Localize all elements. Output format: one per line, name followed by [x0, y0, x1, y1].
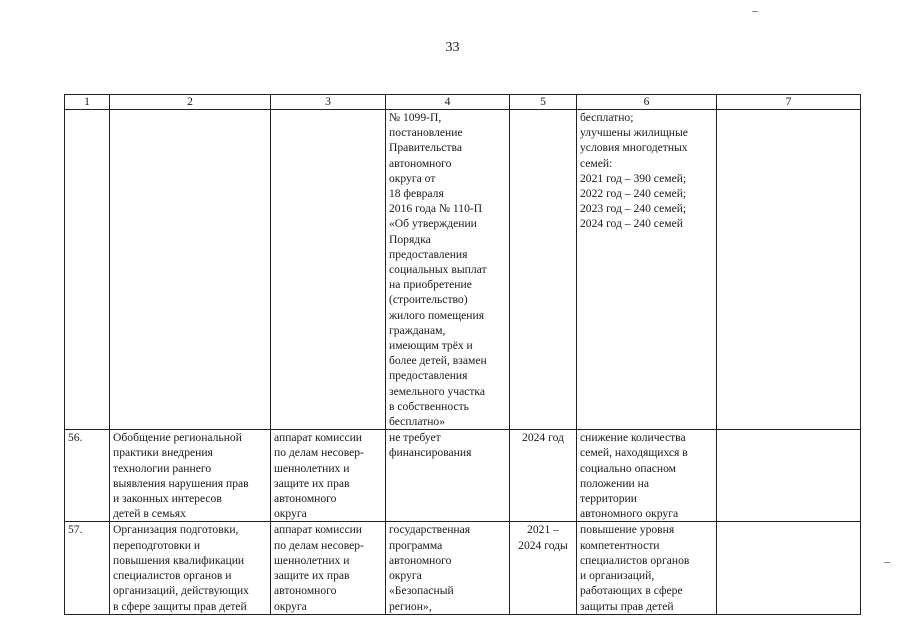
- funding-cell: государственная программа автономного округа «Безопасный регион»,: [386, 522, 510, 614]
- result-cell: повышение уровня компетентности специалистов органов и организаций, работающих в сфере защиты прав детей: [577, 522, 717, 614]
- funding-cell: не требует финансирования: [386, 430, 510, 522]
- row-number: 57.: [65, 522, 110, 614]
- measure-cell: [110, 110, 271, 430]
- note-cell: [717, 430, 861, 522]
- measure-cell: Обобщение региональной практики внедрения технологии раннего выявления нарушения прав и законных интересов детей в семьях: [110, 430, 271, 522]
- document-table: [64, 94, 861, 615]
- deadline-cell: [510, 110, 577, 430]
- column-header: 5: [510, 95, 577, 110]
- table-row: [65, 110, 861, 430]
- scan-mark: [752, 11, 758, 12]
- page-number: 33: [445, 40, 460, 55]
- table-header-row: [65, 95, 861, 110]
- row-number: 56.: [65, 430, 110, 522]
- scan-mark: [884, 562, 890, 563]
- row-number: [65, 110, 110, 430]
- column-header: 2: [110, 95, 271, 110]
- table-row: [65, 430, 861, 522]
- deadline-cell: 2021 – 2024 годы: [510, 522, 577, 614]
- column-header: 6: [577, 95, 717, 110]
- note-cell: [717, 110, 861, 430]
- executor-cell: [271, 110, 386, 430]
- column-header: 1: [65, 95, 110, 110]
- executor-cell: аппарат комиссии по делам несовер- шеннолетних и защите их прав автономного округа: [271, 522, 386, 614]
- result-cell: бесплатно; улучшены жилищные условия многодетных семей: 2021 год – 390 семей; 2022 год – 240 семей; 2023 год – 240 семей; 2024 год – 240 семей: [577, 110, 717, 430]
- column-header: 7: [717, 95, 861, 110]
- table-row: [65, 522, 861, 614]
- column-header: 4: [386, 95, 510, 110]
- deadline-cell: 2024 год: [510, 430, 577, 522]
- measure-cell: Организация подготовки, переподготовки и повышения квалификации специалистов органов и организаций, действующих в сфере защиты прав детей: [110, 522, 271, 614]
- result-cell: снижение количества семей, находящихся в социально опасном положении на территории автономного округа: [577, 430, 717, 522]
- note-cell: [717, 522, 861, 614]
- executor-cell: аппарат комиссии по делам несовер- шеннолетних и защите их прав автономного округа: [271, 430, 386, 522]
- funding-cell: № 1099-П, постановление Правительства автономного округа от 18 февраля 2016 года № 110-П «Об утверждении Порядка предоставления социальных выплат на приобретение (строительство) жилого помещения гражданам, имеющим трёх и более детей, взамен предоставления земельного участка в собственность бесплатно»: [386, 110, 510, 430]
- column-header: 3: [271, 95, 386, 110]
